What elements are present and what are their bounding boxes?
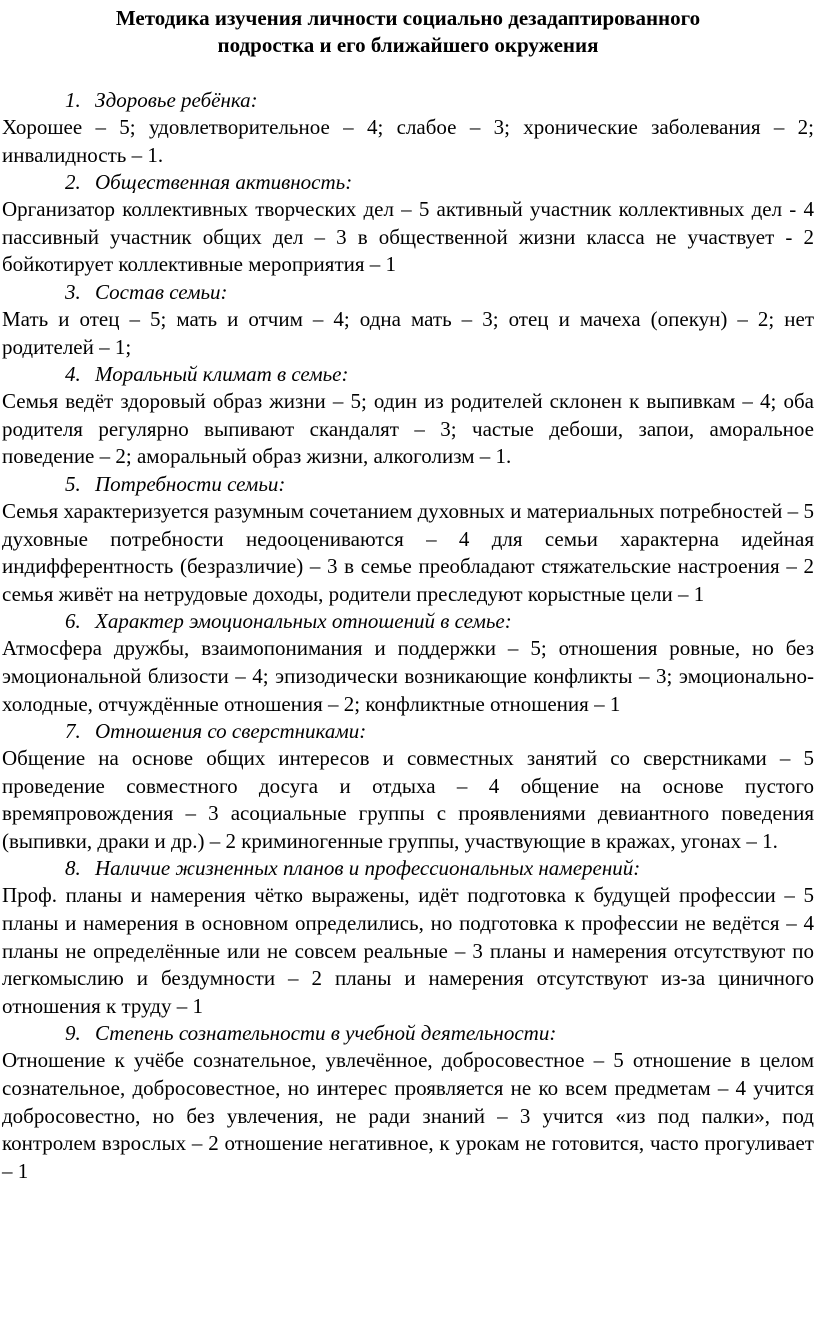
section-number: 6.: [65, 609, 81, 634]
section-heading: [2, 855, 814, 882]
section-number: 3.: [65, 279, 81, 304]
section-social-activity: [2, 169, 814, 279]
section-heading-text: Степень сознательности в учебной деятельности:: [95, 1021, 557, 1046]
section-heading-text: Состав семьи:: [95, 279, 228, 304]
section-heading: [2, 169, 814, 196]
section-heading: [2, 87, 814, 114]
section-heading: [2, 361, 814, 388]
section-heading: [2, 1020, 814, 1047]
section-life-plans: [2, 855, 814, 1020]
section-heading-text: Отношения со сверстниками:: [95, 719, 367, 744]
section-number: 5.: [65, 471, 81, 496]
section-heading: [2, 608, 814, 635]
section-number: 7.: [65, 719, 81, 744]
section-heading-text: Общественная активность:: [95, 170, 353, 195]
section-number: 4.: [65, 362, 81, 387]
section-heading-text: Здоровье ребёнка:: [95, 88, 258, 112]
section-number: 2.: [65, 170, 81, 195]
section-text: Семья характеризуется разумным сочетанием духовных и материальных потребностей – 5 духовные потребности недооцениваются – 4 для семьи характерна идейная индифферентность (безразличие) – 3 в семье преобладают стяжательские настроения – 2 семья живёт на нетрудовые доходы, родители преследуют корыстные цели – 1: [2, 498, 814, 606]
section-heading-text: Потребности семьи:: [95, 471, 286, 496]
title-line-1: Методика изучения личности социально дезадаптированного: [115, 6, 701, 30]
section-heading: [2, 471, 814, 498]
section-text: Семья ведёт здоровый образ жизни – 5; один из родителей склонен к выпивкам – 4; оба родителя регулярно выпивают скандалят – 3; частые дебоши, запои, аморальное поведение – 2; аморальный образ жизни, алкоголизм – 1.: [2, 389, 814, 469]
title-line-2: подростка и его ближайшего окружения: [217, 33, 599, 57]
section-text: Проф. планы и намерения чётко выражены, идёт подготовка к будущей профессии – 5 планы и намерения в основном определились, но подготовка к профессии не ведётся – 4 планы не определённые или не совсем реальные – 3 планы и намерения отсутствуют по легкомыслию и бездумности – 2 планы и намерения отсутствуют из-за циничного отношения к труду – 1: [2, 883, 814, 1018]
section-number: 8.: [65, 856, 81, 881]
section-family-composition: [2, 279, 814, 361]
section-heading-text: Моральный климат в семье:: [95, 362, 349, 387]
section-emotional-relations: [2, 608, 814, 718]
section-heading-text: Характер эмоциональных отношений в семье:: [95, 609, 512, 634]
section-text: Мать и отец – 5; мать и отчим – 4; одна мать – 3; отец и мачеха (опекун) – 2; нет родителей – 1;: [2, 306, 814, 359]
section-peer-relations: [2, 718, 814, 855]
section-health: [2, 87, 814, 169]
section-heading: [2, 279, 814, 306]
document-title: [0, 0, 816, 59]
section-text: Хорошее – 5; удовлетворительное – 4; слабое – 3; хронические заболевания – 2; инвалидность – 1.: [2, 115, 814, 167]
section-number: 9.: [65, 1021, 81, 1046]
section-text: Атмосфера дружбы, взаимопонимания и поддержки – 5; отношения ровные, но без эмоциональной близости – 4; эпизодически возникающие конфликты – 3; эмоционально-холодные, отчуждённые отношения – 2; конфликтные отношения – 1: [2, 636, 814, 716]
section-text: Организатор коллективных творческих дел – 5 активный участник коллективных дел - 4 пассивный участник общих дел – 3 в общественной жизни класса не участвует - 2 бойкотирует коллективные мероприятия – 1: [2, 197, 814, 277]
section-text: Отношение к учёбе сознательное, увлечённое, добросовестное – 5 отношение в целом сознательное, добросовестное, но интерес проявляется не ко всем предметам – 4 учится добросовестно, но без увлечения, не ради знаний – 3 учится «из под палки», под контролем взрослых – 2 отношение негативное, к урокам не готовится, часто прогуливает – 1: [2, 1048, 814, 1183]
section-study-attitude: [2, 1020, 814, 1185]
section-family-needs: [2, 471, 814, 608]
section-number: 1.: [65, 88, 81, 112]
section-heading-text: Наличие жизненных планов и профессиональных намерений:: [95, 856, 641, 881]
section-heading: [2, 718, 814, 745]
section-text: Общение на основе общих интересов и совместных занятий со сверстниками – 5 проведение совместного досуга и отдыха – 4 общение на основе пустого времяпровождения – 3 асоциальные группы с проявлениями девиантного поведения (выпивки, драки и др.) – 2 криминогенные группы, участвующие в кражах, угонах – 1.: [2, 746, 814, 853]
document-body: [0, 87, 816, 1185]
section-family-climate: [2, 361, 814, 471]
